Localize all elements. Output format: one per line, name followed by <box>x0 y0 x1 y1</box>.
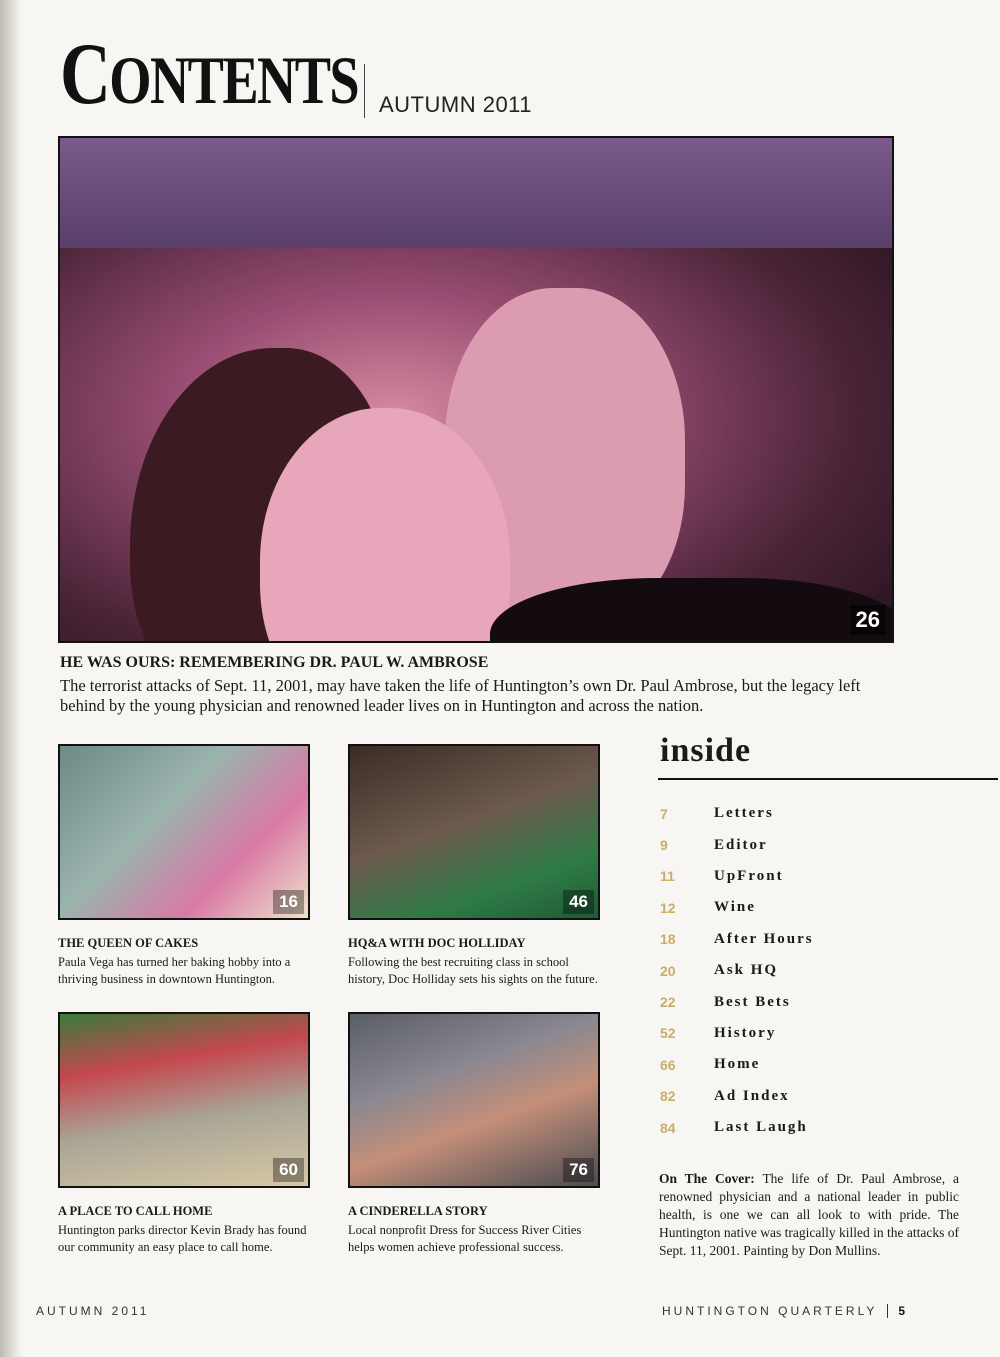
masthead <box>60 26 533 123</box>
story-queen-of-cakes[interactable] <box>58 744 310 988</box>
footer-divider <box>887 1304 888 1318</box>
inside-item-page: 7 <box>660 805 668 822</box>
footer-publication <box>662 1304 905 1318</box>
inside-item-label: Wine <box>714 899 756 916</box>
inside-heading: inside <box>660 732 752 769</box>
page-title-rest: ONTENTS <box>109 42 359 118</box>
inside-item-letters[interactable] <box>660 798 814 829</box>
story-page-number: 46 <box>563 890 594 914</box>
inside-item-editor[interactable] <box>660 829 814 860</box>
inside-item-home[interactable] <box>660 1049 814 1080</box>
feature-page-number: 26 <box>850 605 886 635</box>
story-photo[interactable] <box>58 1012 310 1188</box>
story-description: Huntington parks director Kevin Brady has found our community an easy place to call home. <box>58 1223 307 1254</box>
inside-item-page: 22 <box>660 994 676 1011</box>
story-cinderella[interactable] <box>348 1012 600 1256</box>
feature-photo[interactable] <box>58 136 894 643</box>
inside-item-page: 11 <box>660 868 675 885</box>
story-title[interactable]: HQ&A WITH DOC HOLLIDAY <box>348 936 526 950</box>
story-page-number: 16 <box>273 890 304 914</box>
inside-item-ask-hq[interactable] <box>660 955 814 986</box>
footer-publication-name: HUNTINGTON QUARTERLY <box>662 1304 878 1318</box>
inside-item-page: 52 <box>660 1025 676 1042</box>
story-page-number: 60 <box>273 1158 304 1182</box>
inside-department-list <box>660 798 814 1143</box>
story-place-to-call-home[interactable] <box>58 1012 310 1256</box>
inside-item-label: UpFront <box>714 867 784 884</box>
page-title <box>60 26 359 123</box>
inside-item-ad-index[interactable] <box>660 1081 814 1112</box>
page-gutter-shadow <box>0 0 22 1357</box>
masthead-divider <box>364 64 365 118</box>
inside-item-page: 82 <box>660 1088 676 1105</box>
page-title-initial: C <box>60 26 110 123</box>
footer-page-number: 5 <box>898 1304 906 1318</box>
inside-item-wine[interactable] <box>660 892 814 923</box>
story-page-number: 76 <box>563 1158 594 1182</box>
story-title[interactable]: A CINDERELLA STORY <box>348 1204 488 1218</box>
inside-item-last-laugh[interactable] <box>660 1112 814 1143</box>
footer-issue: AUTUMN 2011 <box>36 1304 150 1318</box>
inside-item-label: After Hours <box>714 930 814 947</box>
inside-item-label: Last Laugh <box>714 1119 808 1136</box>
inside-item-label: Home <box>714 1056 761 1073</box>
inside-item-page: 18 <box>660 931 676 948</box>
inside-item-page: 84 <box>660 1119 676 1136</box>
feature-photo-background <box>60 138 892 248</box>
story-description: Following the best recruiting class in school history, Doc Holliday sets his sights on the future. <box>348 955 598 986</box>
inside-divider <box>658 778 998 780</box>
inside-item-history[interactable] <box>660 1018 814 1049</box>
inside-item-page: 12 <box>660 899 676 916</box>
inside-item-label: Letters <box>714 805 774 822</box>
cover-note-lead: On The Cover: <box>659 1171 755 1186</box>
story-description: Local nonprofit Dress for Success River Cities helps women achieve professional success. <box>348 1223 582 1254</box>
inside-item-label: Best Bets <box>714 993 791 1010</box>
inside-item-label: Ad Index <box>714 1087 790 1104</box>
feature-description: The terrorist attacks of Sept. 11, 2001, may have taken the life of Huntington’s own Dr. Paul Ambrose, but the legacy left behind by the young physician and renowned leader lives on in Huntington and across the nation. <box>60 676 861 715</box>
inside-item-page: 66 <box>660 1056 676 1073</box>
cover-note <box>659 1170 959 1260</box>
inside-item-page: 20 <box>660 962 676 979</box>
story-title[interactable]: THE QUEEN OF CAKES <box>58 936 199 950</box>
inside-item-label: Editor <box>714 836 768 853</box>
cover-note-text: The life of Dr. Paul Ambrose, a renowned physician and a national leader in public health, is one we can all look to with pride. The Huntington native was tragically killed in the attacks of Sept. 11, 2001. Painting by Don Mullins. <box>659 1171 959 1258</box>
story-photo[interactable] <box>348 744 600 920</box>
feature-title[interactable]: HE WAS OURS: REMEMBERING DR. PAUL W. AMBROSE <box>60 654 489 671</box>
story-doc-holliday[interactable] <box>348 744 600 988</box>
story-photo[interactable] <box>348 1012 600 1188</box>
inside-item-label: Ask HQ <box>714 962 779 979</box>
story-description: Paula Vega has turned her baking hobby into a thriving business in downtown Huntington. <box>58 955 291 986</box>
story-photo[interactable] <box>58 744 310 920</box>
issue-date: AUTUMN 2011 <box>379 92 533 117</box>
inside-item-best-bets[interactable] <box>660 986 814 1017</box>
inside-item-page: 9 <box>660 837 668 854</box>
inside-item-upfront[interactable] <box>660 861 814 892</box>
story-title[interactable]: A PLACE TO CALL HOME <box>58 1204 213 1218</box>
inside-item-label: History <box>714 1024 777 1041</box>
inside-item-after-hours[interactable] <box>660 924 814 955</box>
